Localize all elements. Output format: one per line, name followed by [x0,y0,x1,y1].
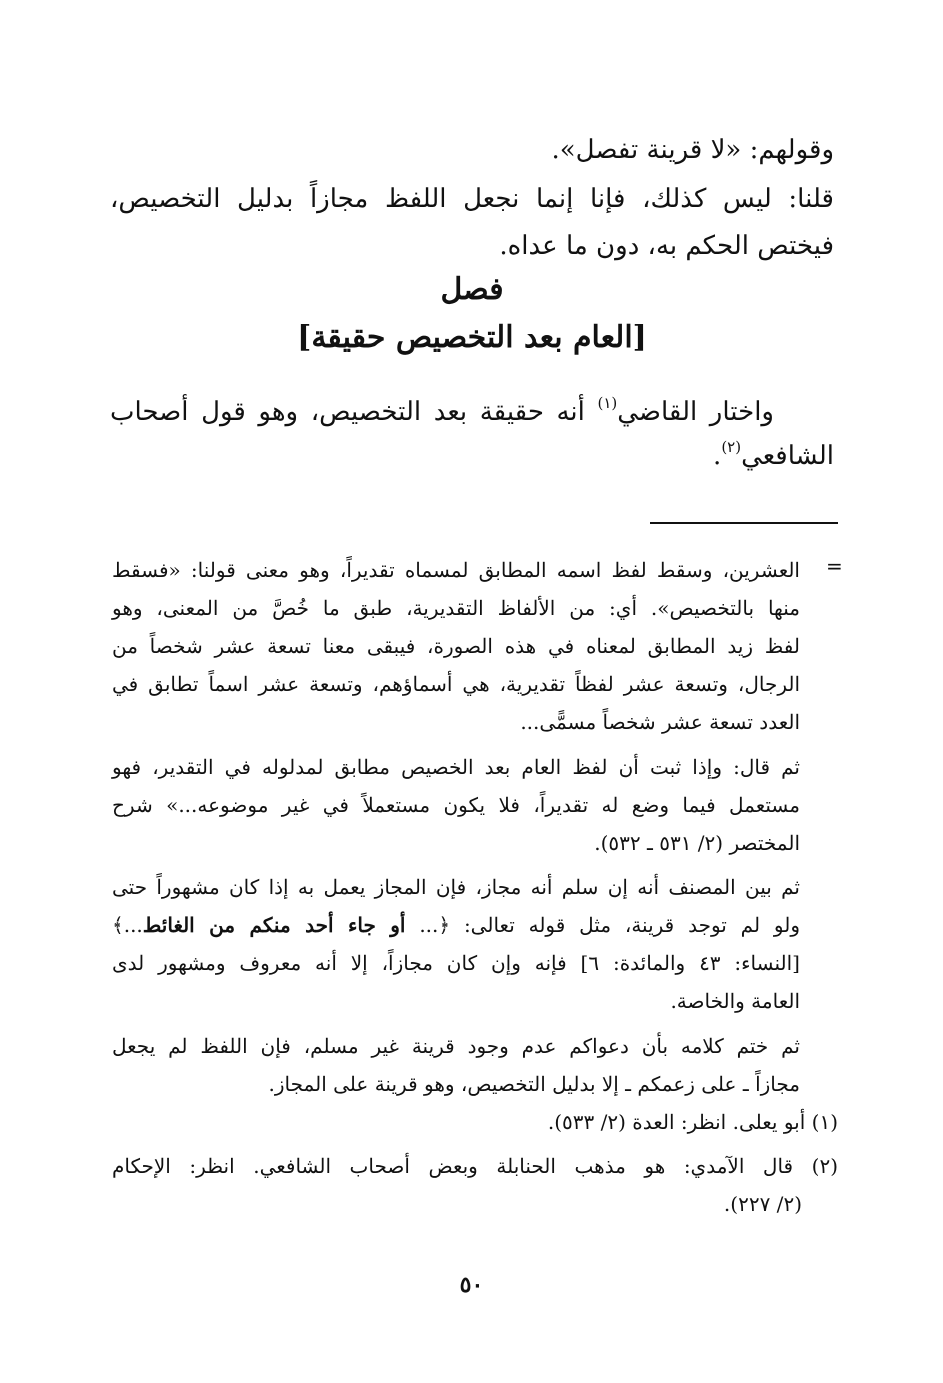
quran-quote: أو جاء أحد منكم من الغائط [142,913,406,937]
fn-block3-line-4: العامة والخاصة. [670,989,800,1013]
section-subtitle: [العام بعد التخصيص حقيقة] [297,320,647,355]
fn-block3-line2-b: ...﴾ [112,913,143,937]
footnote-1: (١) أبو يعلى. انظر: العدة (٢/ ٥٣٣). [547,1110,838,1134]
body-line-1: وقولهم: «لا قرينة تفصل». [551,135,834,165]
continuation-mark: = [826,554,843,578]
numbered-footnotes [112,0,838,1260]
para2-line1-text-a: واختار القاضي [617,397,774,427]
fn-block1-line-2: منها بالتخصيص». أي: من الألفاظ التقديرية، طبق ما خُصَّ من المعنى، وهو [112,596,800,620]
fn-block2-line-1: ثم قال: وإذا ثبت أن لفظ العام بعد الخصيص مطابق لمدلوله في التقدير، فهو [112,755,800,779]
footnote-ref-1: (١) [597,394,618,412]
fn-block1-line-5: العدد تسعة عشر شخصاً مسمًّى... [520,710,800,734]
fn-block4-line-1: ثم ختم كلامه بأن دعواكم عدم وجود قرينة غير مسلم، فإن اللفظ لم يجعل [112,1034,800,1058]
fn-block3-line-1: ثم بين المصنف أنه إن سلم أنه مجاز، فإن المجاز يعمل به إذا كان مشهوراً حتى [112,875,800,899]
fn-block2-line-3: المختصر (٢/ ٥٣١ ـ ٥٣٢). [594,831,800,855]
footnote-ref-2: (٢) [721,438,742,456]
fn-block4-line-2: مجازاً ـ على زعمكم ـ إلا بدليل التخصيص، وهو قرينة على المجاز. [268,1072,800,1096]
footnote-2-line-2: (٢/ ٢٢٧). [723,1192,802,1216]
para2-line2-text-b: . [713,441,722,471]
para2-line1-text-b: أنه حقيقة بعد التخصيص، وهو قول أصحاب [110,397,598,427]
fn-block3-line2-a: ولو لم توجد قرينة، مثل قوله تعالى: ﴿... [405,913,800,937]
para2-line2-text-a: الشافعي [741,441,834,471]
page-number: ٥٠ [459,1272,484,1298]
fn-block2-line-2: مستعمل فيما وضع له تقديراً، فلا يكون مستعملاً في غير موضوعه...» شرح [112,793,800,817]
fn-block1-line-3: لفظ زيد المطابق لمعناه في هذه الصورة، فيبقى معنا تسعة عشر شخصاً من [112,634,800,658]
fn-block3-line-3: [النساء: ٤٣ والمائدة: ٦] فإنه وإن كان مجازاً، إلا أنه معروف ومشهور لدى [112,951,800,975]
fn-block1-line-1: العشرين، وسقط لفظ اسمه المطابق لمسماه تقديراً، وهو معنى قولنا: «فسقط [112,558,800,582]
footnote-2-line-1: (٢) قال الآمدي: هو مذهب الحنابلة وبعض أصحاب الشافعي. انظر: الإحكام [112,1154,838,1178]
body-line-2: قلنا: ليس كذلك، فإنا إنما نجعل اللفظ مجازاً بدليل التخصيص، [110,184,834,214]
body-line-3: فيختص الحكم به، دون ما عداه. [499,231,834,261]
section-title: فصل [440,272,504,307]
fn-block1-line-4: الرجال، وتسعة عشر لفظاً تقديرية، هي أسماؤهم، وتسعة عشر اسماً تطابق في [112,672,800,696]
